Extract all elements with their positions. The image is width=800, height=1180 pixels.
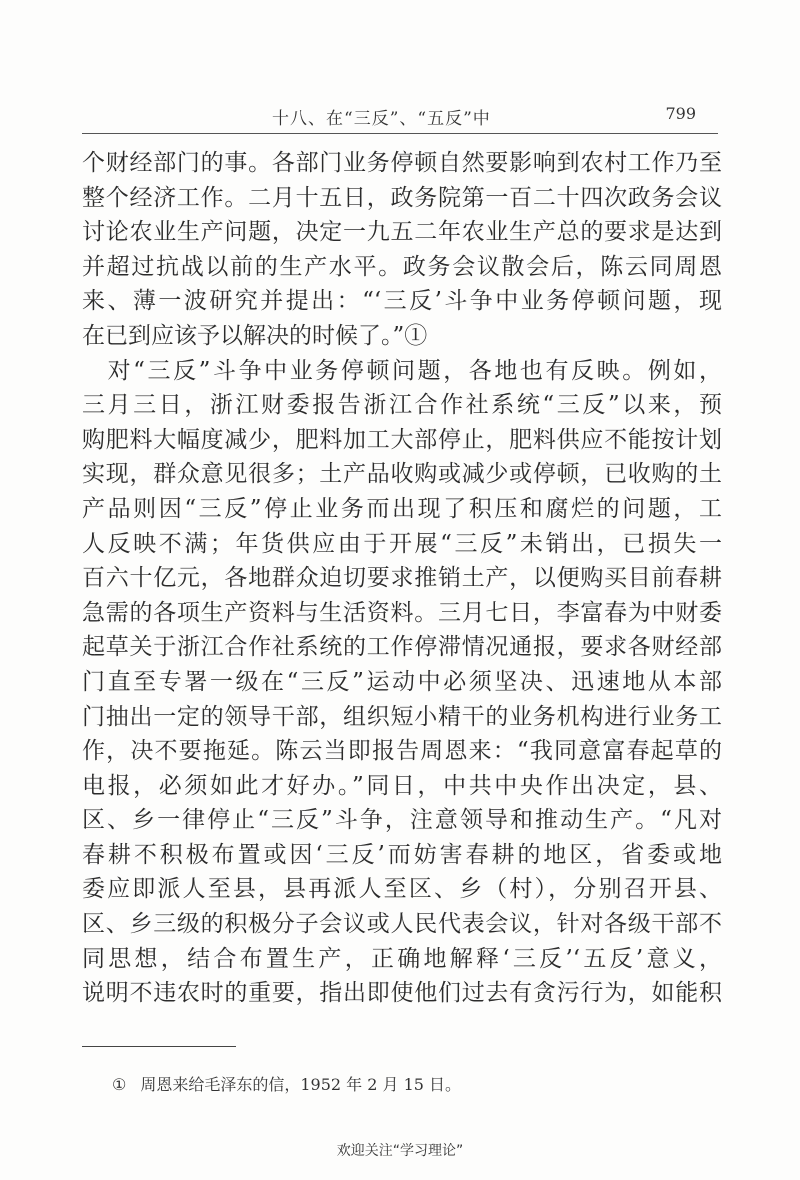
footnote bbox=[112, 1072, 461, 1095]
chapter-title: 十八、在“三反”、“五反”中 bbox=[272, 109, 491, 129]
footnote-rule bbox=[82, 1046, 236, 1047]
text-line: 购肥料大幅度减少，肥料加工大部停止，肥料供应不能按计划 bbox=[82, 426, 722, 453]
text-line: 委应即派人至县，县再派人至区、乡（村），分别召开县、 bbox=[82, 876, 722, 903]
text-line: 人反映不满；年货供应由于开展“三反”未销出，已损失一 bbox=[82, 530, 722, 557]
text-line: 区、乡一律停止“三反”斗争，注意领导和推动生产。“凡对 bbox=[82, 807, 722, 834]
text-line: 产品则因“三反”停止业务而出现了积压和腐烂的问题，工 bbox=[82, 495, 722, 522]
text-line: 急需的各项生产资料与生活资料。三月七日，李富春为中财委 bbox=[82, 599, 722, 626]
watermark-caption: 欢迎关注“学习理论” bbox=[336, 1143, 464, 1159]
text-line: 百六十亿元，各地群众迫切要求推销土产，以便购买目前春耕 bbox=[82, 565, 722, 592]
body-text bbox=[82, 146, 722, 1011]
running-header bbox=[82, 98, 718, 138]
text-line: 三月三日，浙江财委报告浙江合作社系统“三反”以来，预 bbox=[82, 392, 722, 419]
header-rule bbox=[82, 133, 718, 134]
text-line: 区、乡三级的积极分子会议或人民代表会议，针对各级干部不 bbox=[82, 911, 722, 938]
footnote-text: 周恩来给毛泽东的信，1952 年 2 月 15 日。 bbox=[140, 1075, 462, 1094]
text-line: 来、薄一波研究并提出：“‘三反’斗争中业务停顿问题，现 bbox=[82, 288, 722, 315]
text-line: 电报，必须如此才好办。”同日，中共中央作出决定，县、 bbox=[82, 772, 722, 799]
text-line: 说明不违农时的重要，指出即使他们过去有贪污行为，如能积 bbox=[82, 980, 722, 1007]
text-line: 门抽出一定的领导干部，组织短小精干的业务机构进行业务工 bbox=[82, 703, 722, 730]
text-line: 同思想，结合布置生产，正确地解释‘三反’‘五反’意义， bbox=[82, 945, 722, 972]
text-line: 对“三反”斗争中业务停顿问题，各地也有反映。例如， bbox=[82, 357, 722, 384]
text-line: 讨论农业生产问题，决定一九五二年农业生产总的要求是达到 bbox=[82, 219, 722, 246]
text-line: 并超过抗战以前的生产水平。政务会议散会后，陈云同周恩 bbox=[82, 253, 722, 280]
text-line: 春耕不积极布置或因‘三反’而妨害春耕的地区，省委或地 bbox=[82, 841, 722, 868]
text-line: 实现，群众意见很多；土产品收购或减少或停顿，已收购的土 bbox=[82, 461, 722, 488]
footnote-marker: ① bbox=[112, 1075, 127, 1094]
text-line: 起草关于浙江合作社系统的工作停滞情况通报，要求各财经部 bbox=[82, 634, 722, 661]
page-number: 799 bbox=[665, 104, 696, 123]
text-line: 门直至专署一级在“三反”运动中必须坚决、迅速地从本部 bbox=[82, 668, 722, 695]
text-line: 个财经部门的事。各部门业务停顿自然要影响到农村工作乃至 bbox=[82, 150, 722, 176]
text-line: 整个经济工作。二月十五日，政务院第一百二十四次政务会议 bbox=[82, 184, 722, 211]
text-line: 作，决不要拖延。陈云当即报告周恩来：“我同意富春起草的 bbox=[82, 738, 722, 765]
text-line: 在已到应该予以解决的时候了。”① bbox=[82, 322, 428, 349]
